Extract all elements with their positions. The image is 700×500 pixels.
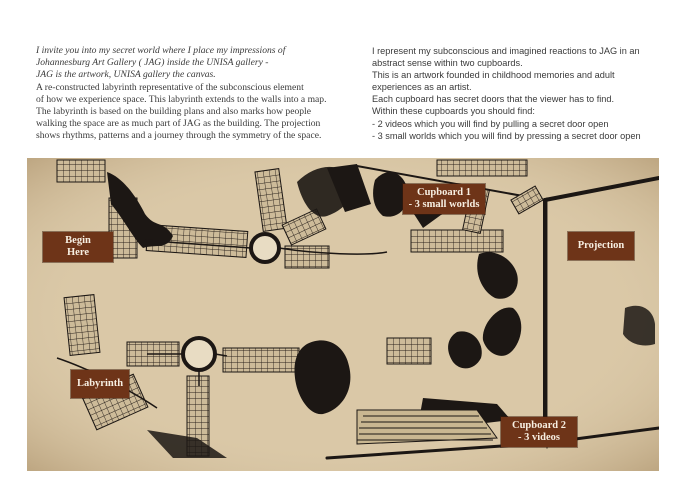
begin-here-label — [43, 232, 113, 262]
description-line: Within these cupboards you should find: — [372, 106, 535, 117]
projection-line1: Projection — [577, 240, 625, 251]
description-line: - 3 small worlds which you will find by pressing a secret door open — [372, 130, 641, 141]
description-line: experiences as an artist. — [372, 82, 472, 93]
intro-line: shows rhythms, patterns and a journey through the symmetry of the space. — [36, 130, 322, 142]
intro-line: walking the space are as much part of JAG as the building. The projection — [36, 118, 321, 130]
intro-line: I invite you into my secret world where I place my impressions of — [36, 45, 286, 56]
cupboard-1-line1: Cupboard 1 — [417, 187, 471, 198]
cupboard-2-line2: - 3 videos — [518, 432, 560, 443]
intro-text-right — [372, 45, 672, 142]
labyrinth-line1: Labyrinth — [76, 378, 124, 389]
intro-line: A re-constructed labyrinth representative of the subconscious element — [36, 81, 304, 93]
cupboard-1-label — [403, 184, 485, 214]
cupboard-2-label — [501, 417, 577, 447]
intro-text-left — [36, 45, 336, 143]
labyrinth-artwork-image — [27, 158, 659, 471]
intro-line: The labyrinth is based on the building plans and also marks how people — [36, 106, 311, 118]
description-line: This is an artwork founded in childhood memories and adult — [372, 70, 615, 81]
begin-label-line2: Here — [67, 247, 89, 258]
description-line: - 2 videos which you will find by pulling a secret door open — [372, 118, 609, 129]
description-line: Each cupboard has secret doors that the viewer has to find. — [372, 94, 615, 105]
description-line: I represent my subconscious and imagined reactions to JAG in an — [372, 46, 640, 56]
cupboard-2-line1: Cupboard 2 — [512, 420, 566, 431]
intro-line: Johannesburg Art Gallery ( JAG) inside the UNISA gallery - — [36, 57, 269, 69]
intro-line: JAG is the artwork, UNISA gallery the canvas. — [36, 69, 216, 81]
begin-label-line1: Begin — [65, 235, 91, 246]
projection-label — [568, 232, 634, 260]
intro-line: of how we experience space. This labyrinth extends to the walls into a map. — [36, 93, 327, 105]
labyrinth-label — [71, 370, 129, 398]
description-line: abstract sense within two cupboards. — [372, 58, 523, 69]
cupboard-1-line2: - 3 small worlds — [408, 199, 480, 210]
